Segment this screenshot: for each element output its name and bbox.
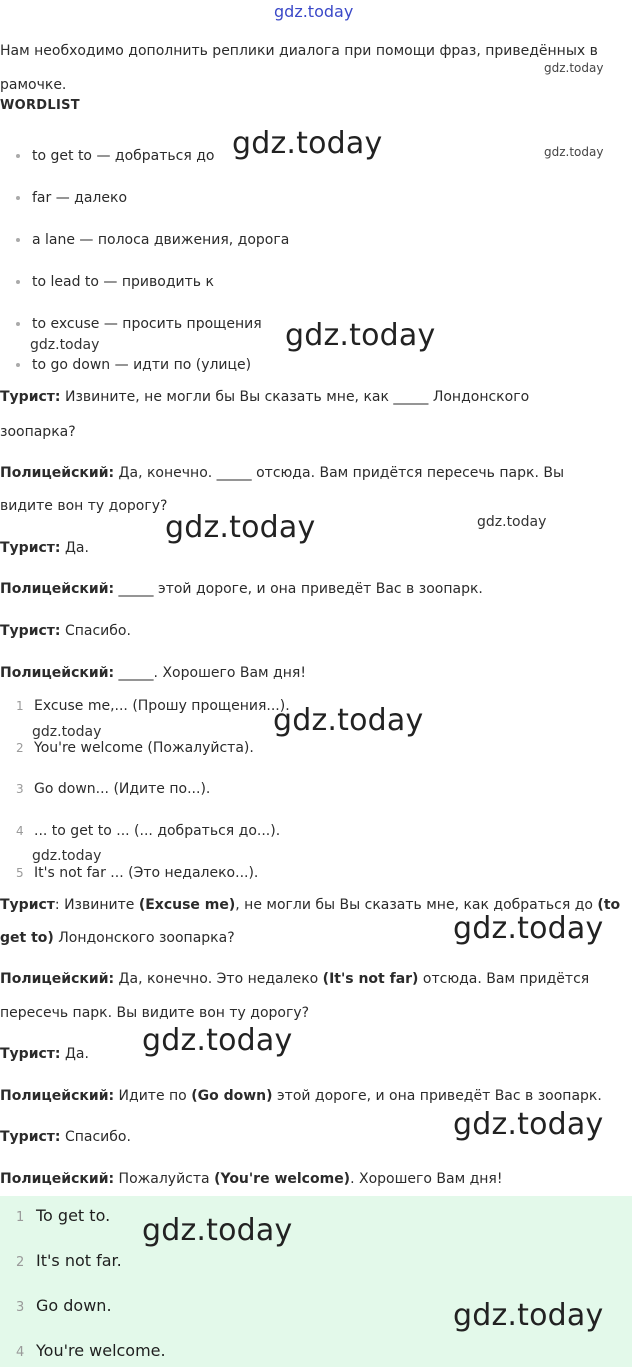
solution-line: пересечь парк. Вы видите вон ту дорогу? (0, 1005, 310, 1021)
dialogue-line: зоопарка? (0, 424, 76, 440)
watermark: gdz.today (273, 703, 424, 738)
answer-item: 3 Go down. (16, 1296, 112, 1315)
wordlist-item: to get to — добраться до (16, 148, 214, 164)
bullet-icon (16, 196, 20, 200)
wordlist-heading: WORDLIST (0, 98, 80, 113)
phrase-item: 5 It's not far ... (Это недалеко...). (16, 865, 259, 881)
dialogue-line: видите вон ту дорогу? (0, 498, 168, 514)
dialogue-line: Турист: Спасибо. (0, 623, 131, 639)
wordlist-item: to go down — идти по (улице) (16, 357, 251, 373)
task-intro: Нам необходимо дополнить реплики диалога при помощи фраз, приведённых в рамочке. (0, 43, 598, 93)
bullet-icon (16, 363, 20, 367)
wordlist-item: to excuse — просить прощения (16, 316, 262, 332)
watermark: gdz.today (32, 724, 102, 740)
solution-line: Турист: Да. (0, 1046, 89, 1062)
bullet-icon (16, 280, 20, 284)
wordlist-item: far — далеко (16, 190, 127, 206)
watermark: gdz.today (142, 1213, 293, 1248)
dialogue-line: Турист: Да. (0, 540, 89, 556)
watermark: gdz.today (453, 1298, 604, 1333)
watermark: gdz.today (165, 510, 316, 545)
phrase-item: 2 You're welcome (Пожалуйста). (16, 740, 254, 756)
watermark: gdz.today (30, 337, 100, 353)
solution-line: Турист: Извините (Excuse me), не могли бы Вы сказать мне, как добраться до (to (0, 897, 621, 913)
watermark: gdz.today (544, 145, 604, 159)
watermark: gdz.today (32, 848, 102, 864)
dialogue-line: Турист: Извините, не могли бы Вы сказать мне, как _____ Лондонского (0, 389, 530, 405)
answer-item: 1 To get to. (16, 1206, 111, 1225)
watermark: gdz.today (285, 318, 436, 353)
solution-line: get to) Лондонского зоопарка? (0, 930, 235, 946)
watermark: gdz.today (453, 911, 604, 946)
watermark: gdz.today (453, 1107, 604, 1142)
dialogue-line: Полицейский: Да, конечно. _____ отсюда. Вам придётся пересечь парк. Вы (0, 465, 565, 481)
phrase-item: 1 Excuse me,... (Прошу прощения...). (16, 698, 290, 714)
solution-line: Полицейский: Пожалуйста (You're welcome). Хорошего Вам дня! (0, 1171, 503, 1187)
bullet-icon (16, 238, 20, 242)
solution-line: Полицейский: Идите по (Go down) этой дороге, и она приведёт Вас в зоопарк. (0, 1088, 602, 1104)
site-logo: gdz.today (274, 2, 354, 21)
watermark: gdz.today (477, 514, 547, 530)
wordlist-item: to lead to — приводить к (16, 274, 214, 290)
solution-line: Полицейский: Да, конечно. Это недалеко (It's not far) отсюда. Вам придётся (0, 971, 590, 987)
dialogue-line: Полицейский: _____. Хорошего Вам дня! (0, 665, 306, 681)
answer-item: 2 It's not far. (16, 1251, 122, 1270)
watermark: gdz.today (544, 61, 604, 75)
solution-line: Турист: Спасибо. (0, 1129, 131, 1145)
watermark: gdz.today (232, 126, 383, 161)
phrase-item: 3 Go down... (Идите по...). (16, 781, 211, 797)
phrase-item: 4 ... to get to ... (... добраться до...). (16, 823, 281, 839)
bullet-icon (16, 154, 20, 158)
watermark: gdz.today (142, 1023, 293, 1058)
wordlist-item: a lane — полоса движения, дорога (16, 232, 289, 248)
bullet-icon (16, 322, 20, 326)
dialogue-line: Полицейский: _____ этой дороге, и она приведёт Вас в зоопарк. (0, 581, 483, 597)
answer-item: 4 You're welcome. (16, 1341, 166, 1360)
